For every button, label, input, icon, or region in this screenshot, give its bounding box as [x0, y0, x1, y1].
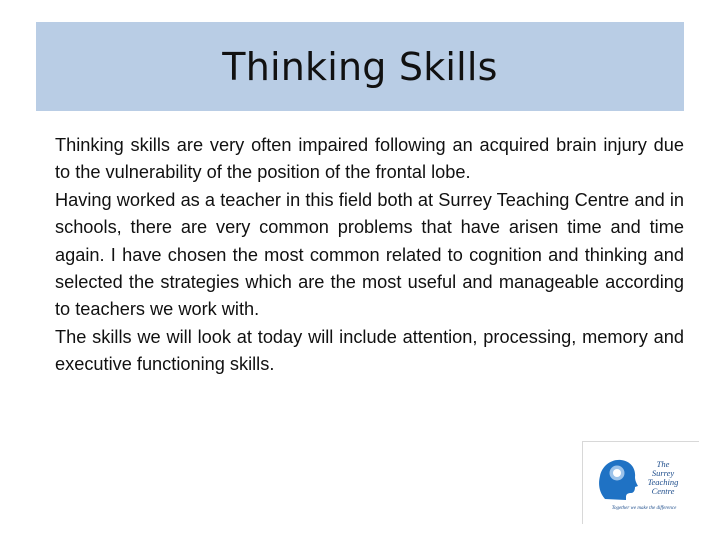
logo-tagline: Together we make the difference — [611, 506, 677, 511]
slide-body — [55, 132, 684, 379]
title-bar — [36, 22, 684, 111]
paragraph-2: Having worked as a teacher in this field both at Surrey Teaching Centre and in schools, there are very common problems that have arisen time and time again. I have chosen the most common related to cognition and thinking and selected the strategies which are the most useful and manageable according to teachers we work with. — [55, 189, 684, 320]
logo-line-4: Centre — [651, 486, 675, 496]
slide-title: Thinking Skills — [222, 44, 498, 89]
logo-line-2: Surrey — [651, 468, 675, 478]
head-silhouette-icon — [599, 456, 638, 501]
paragraph-1: Thinking skills are very often impaired following an acquired brain injury due to the vulnerability of the position of the frontal lobe. — [55, 135, 684, 183]
logo-line-3: Teaching — [647, 477, 679, 487]
logo-line-1: The — [656, 459, 670, 469]
surrey-teaching-centre-logo — [582, 441, 699, 524]
paragraph-3: The skills we will look at today will include attention, processing, memory and executive functioning skills. — [55, 326, 684, 375]
